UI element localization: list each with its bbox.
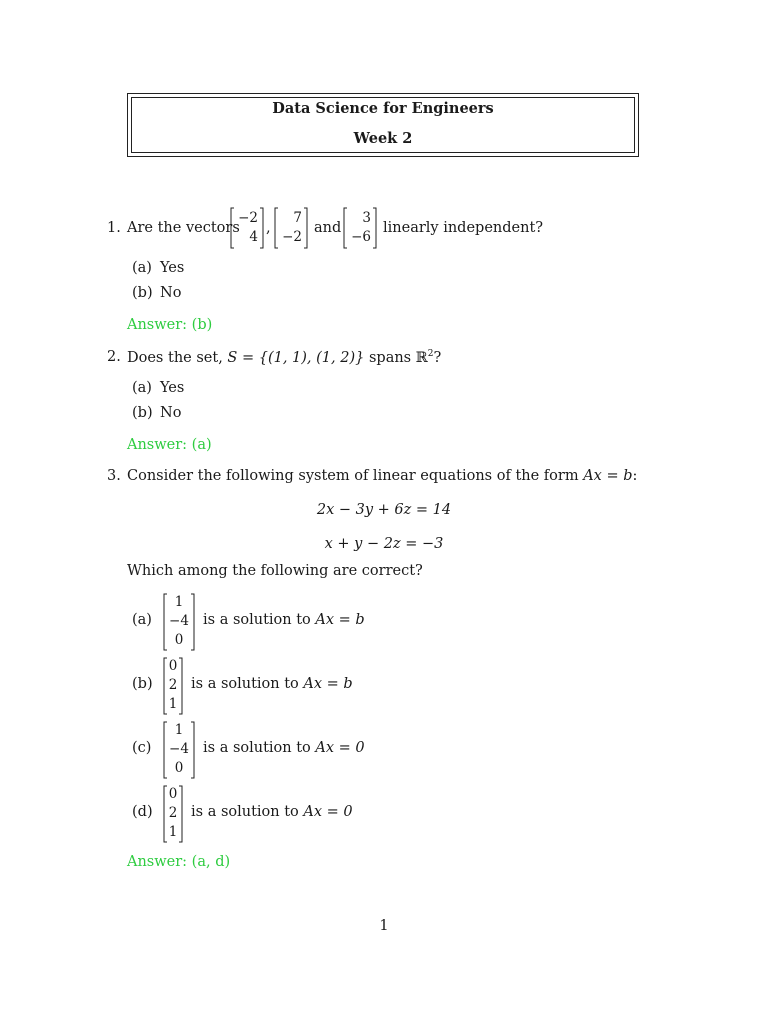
vector-entry: 0 — [174, 760, 184, 776]
option-label: (a) — [132, 380, 152, 396]
vector-entry: −2 — [282, 229, 302, 245]
conjunction-and: and — [314, 220, 342, 236]
vector-entry: 2 — [168, 805, 178, 821]
vector-entry: 0 — [174, 632, 184, 648]
option-text: Yes — [160, 380, 185, 396]
answer-text: Answer: (a, d) — [127, 854, 231, 870]
matrix-form: Ax = b — [583, 468, 633, 484]
answer-text: Answer: (b) — [127, 317, 213, 333]
document-title: Data Science for Engineers — [272, 100, 494, 117]
question-text-suffix: linearly independent? — [383, 220, 544, 236]
real-space-exponent: 2 — [427, 349, 434, 359]
option-text — [203, 612, 365, 628]
question-text — [127, 349, 441, 366]
option-text-part: is a solution to — [191, 676, 299, 692]
vector-entry: −4 — [169, 741, 189, 757]
option-rhs: Ax = 0 — [303, 804, 353, 820]
option-label: (b) — [132, 285, 153, 301]
equation-2 — [0, 536, 768, 552]
answer-text: Answer: (a) — [127, 437, 212, 453]
question-number: 3. — [107, 468, 121, 484]
separator-comma: , — [266, 220, 271, 236]
option-label: (a) — [132, 612, 152, 628]
vector-entry: 1 — [174, 594, 184, 610]
option-label: (a) — [132, 260, 152, 276]
vector-entry: 2 — [168, 677, 178, 693]
option-vector — [163, 593, 195, 651]
question-mark: ? — [433, 349, 442, 366]
option-text-part: is a solution to — [203, 612, 311, 628]
question-text — [127, 468, 637, 484]
question-prompt: Which among the following are correct? — [127, 563, 423, 579]
option-label: (c) — [132, 740, 152, 756]
vector-2 — [274, 207, 308, 249]
vector-entry: 1 — [168, 824, 178, 840]
equation-text: x + y − 2z = −3 — [324, 536, 444, 552]
document-subtitle: Week 2 — [353, 130, 413, 147]
option-text-part: is a solution to — [203, 740, 311, 756]
vector-entry: 0 — [168, 786, 178, 802]
option-label: (b) — [132, 676, 153, 692]
question-number: 1. — [107, 220, 121, 236]
option-text: No — [160, 285, 182, 301]
option-label: (b) — [132, 405, 153, 421]
question-text-part: Does the set, — [127, 349, 223, 366]
option-rhs: Ax = 0 — [315, 740, 365, 756]
set-expression: S = {(1, 1), (1, 2)} — [227, 349, 365, 366]
option-rhs: Ax = b — [315, 612, 365, 628]
vector-entry: 0 — [168, 658, 178, 674]
option-vector — [163, 721, 195, 779]
vector-entry: −2 — [238, 210, 258, 226]
vector-entry: 7 — [293, 210, 302, 226]
option-text: Yes — [160, 260, 185, 276]
option-rhs: Ax = b — [303, 676, 353, 692]
option-text — [191, 804, 353, 820]
equation-text: 2x − 3y + 6z = 14 — [316, 502, 452, 518]
real-space-symbol: ℝ — [415, 349, 428, 366]
question-text-part: spans — [368, 349, 412, 366]
vector-entry: 4 — [249, 229, 258, 245]
option-text — [203, 740, 365, 756]
option-label: (d) — [132, 804, 153, 820]
vector-entry: −4 — [169, 613, 189, 629]
vector-entry: 3 — [362, 210, 371, 226]
vector-entry: 1 — [174, 722, 184, 738]
page-number: 1 — [379, 918, 389, 934]
vector-entry: −6 — [351, 229, 371, 245]
question-text-part: Consider the following system of linear equations of the form — [127, 468, 579, 484]
title-box — [127, 93, 639, 157]
question-text: Are the vectors — [127, 220, 240, 236]
option-text — [191, 676, 353, 692]
option-text: No — [160, 405, 182, 421]
vector-1 — [230, 207, 264, 249]
option-vector — [163, 657, 183, 715]
question-number: 2. — [107, 349, 121, 365]
vector-entry: 1 — [168, 696, 178, 712]
vector-3 — [343, 207, 377, 249]
title-box-inner — [131, 97, 635, 153]
option-text-part: is a solution to — [191, 804, 299, 820]
equation-1 — [0, 502, 768, 518]
colon: : — [632, 468, 638, 484]
option-vector — [163, 785, 183, 843]
